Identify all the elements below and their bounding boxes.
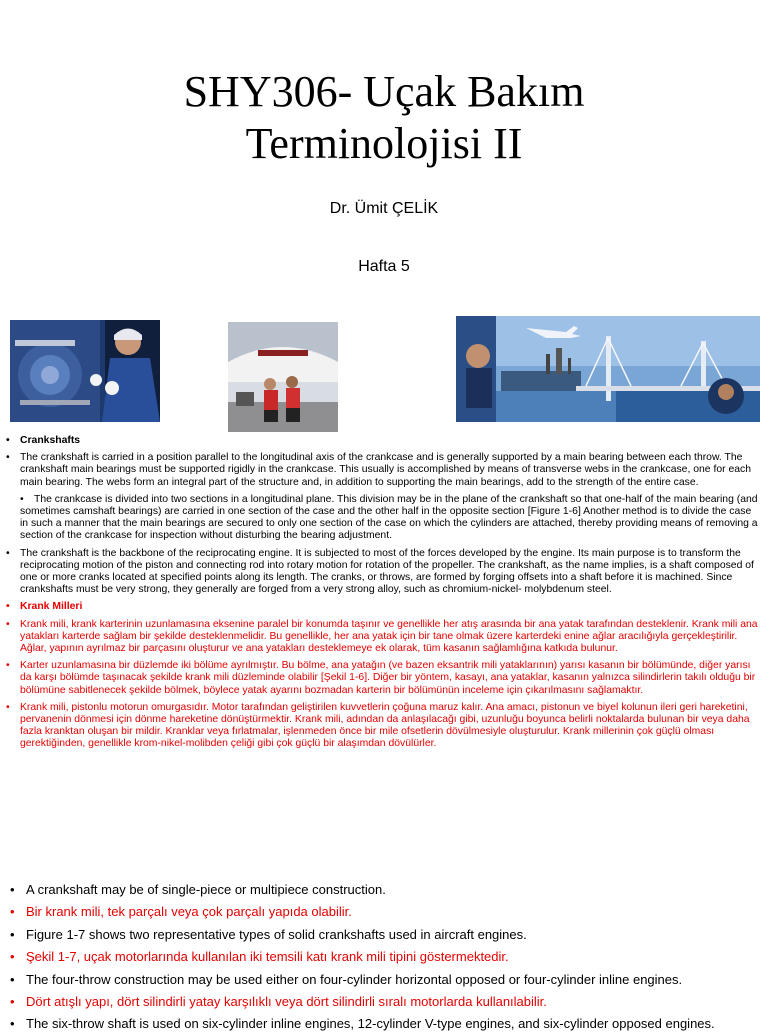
en-paragraph-1: • The crankshaft is carried in a position parallel to the longitudinal axis of the crankcase and is generally supported by a main bearing between each throw. The crankshaft main bearings must be supported rigidly in the crankcase. This usually is accomplished by means of transverse webs in the crankcase, one for each main bearing. The webs form an integral part of the structure and, in addition to supporting the main bearings, add to the strength of the entire case.: [6, 452, 762, 489]
bullet-item: • Bir krank mili, tek parçalı veya çok parçalı yapıda olabilir.: [10, 901, 760, 923]
bullet-item: • Dört atışlı yapı, dört silindirli yatay karşılıklı veya dört silindirli sıralı motorlarda kullanılabilir.: [10, 991, 760, 1013]
bullet-item: • Şekil 1-7, uçak motorlarında kullanılan iki temsili katı krank mili tipini göstermektedir.: [10, 946, 760, 968]
crankshafts-heading: • Crankshafts: [6, 435, 762, 447]
tr-paragraph-3: • Krank mili, pistonlu motorun omurgasıdır. Motor tarafından geliştirilen kuvvetlerin çoğuna maruz kalır. Ana amacı, pistonun ve biyel kolunun ileri geri hareketini, pervanenin dönmesi için dönme hareketine dönüştürmektir. Krank mili, adından da anlaşılacağı gibi, uzunluğu boyunca belirli noktalarda bulunan bir veya daha fazla kranktan oluşan bir mildir. Kranklar veya fırlatmalar, işlenmeden önce bir mile ofsetlerin dövülmesiyle oluşturulur. Krank millerinin çok güçlü olması gerektiğinden, genellikle krom-nikel-molibden çeliği gibi çok güçlü bir alaşımdan dövülürler.: [6, 702, 762, 751]
en-paragraph-2: • The crankcase is divided into two sections in a longitudinal plane. This division may be in the plane of the crankshaft so that one-half of the main bearing (and sometimes camshaft bearings) are carried in one section of the case and the other half in the opposite section [Figure 1-6] Another method is to divide the case in such a manner that the main bearings are secured to only one section of the case on which the cylinders are attached, thereby providing means of removing a section of the crankcase for inspection without disturbing the bearing adjustment.: [6, 494, 762, 543]
author-name: Dr. Ümit ÇELİK: [329, 200, 439, 217]
krank-milleri-heading: • Krank Milleri: [6, 601, 762, 613]
bullet-item: • The six-throw shaft is used on six-cylinder inline engines, 12-cylinder V-type engines, and six-cylinder opposed engines.: [10, 1013, 760, 1035]
bullet-item: • Figure 1-7 shows two representative types of solid crankshafts used in aircraft engines.: [10, 924, 760, 946]
title-line-2: Terminolojisi II: [245, 119, 523, 168]
en-paragraph-3: • The crankshaft is the backbone of the reciprocating engine. It is subjected to most of the forces developed by the engine. Its main purpose is to transform the reciprocating motion of the piston and connecting rod into rotary motion for rotation of the propeller. The crankshaft, as the name implies, is a shaft composed of one or more cranks located at specified points along its length. The cranks, or throws, are formed by forging offsets into a shaft before it is machined. Since crankshafts must be very strong, they generally are forged from a very strong alloy, such as chromium-nickel- molybdenum steel.: [6, 548, 762, 597]
title-line-1: SHY306- Uçak Bakım: [183, 67, 585, 116]
tr-paragraph-2: • Karter uzunlamasına bir düzlemde iki bölüme ayrılmıştır. Bu bölme, ana yatağın (ve bazen eksantrik mili yataklarının) yarısı kasanın bir bölümünde, diğer yarısı da karşı bölümde taşınacak şekilde krank mili düzleminde olabilir [Şekil 1-6]. Diğer bir yöntem, kasayı, ana yataklar, kasanın yalnızca silindirlerin takılı olduğu bir bölümüne sabitlenecek şekilde bölmek, böylece yatak ayarını bozmadan karterin bir bölümünün inceleme için çıkarılmasını sağlamaktır.: [6, 660, 762, 697]
engine-technician-photo: [10, 320, 160, 422]
body-content: [6, 435, 762, 756]
engineering-collage-photo: [456, 316, 760, 422]
english-section: [6, 435, 762, 596]
bullet-item: • The four-throw construction may be used either on four-cylinder horizontal opposed or four-cylinder inline engines.: [10, 969, 760, 991]
bullet-item: • A crankshaft may be of single-piece or multipiece construction.: [10, 879, 760, 901]
summary-bullets: [10, 879, 760, 1036]
turkish-section: [6, 601, 762, 750]
tr-paragraph-1: • Krank mili, krank karterinin uzunlamasına eksenine paralel bir konumda taşınır ve genellikle her atış arasında bir ana yatak tarafından desteklenir. Krank mili ana yatakları karterde sağlam bir şekilde desteklenmelidir. Bu genellikle, her ana yatak için bir tane olmak üzere karterdeki enine ağlar aracılığıyla gerçekleştirilir. Ağlar, yapının ayrılmaz bir parçasını oluşturur ve ana yatakları desteklemeye ek olarak, tüm kasanın sağlamlığına katkıda bulunur.: [6, 619, 762, 656]
page-title: [0, 66, 768, 170]
week-label: Hafta 5: [358, 258, 410, 275]
hangar-technicians-photo: [228, 322, 338, 432]
